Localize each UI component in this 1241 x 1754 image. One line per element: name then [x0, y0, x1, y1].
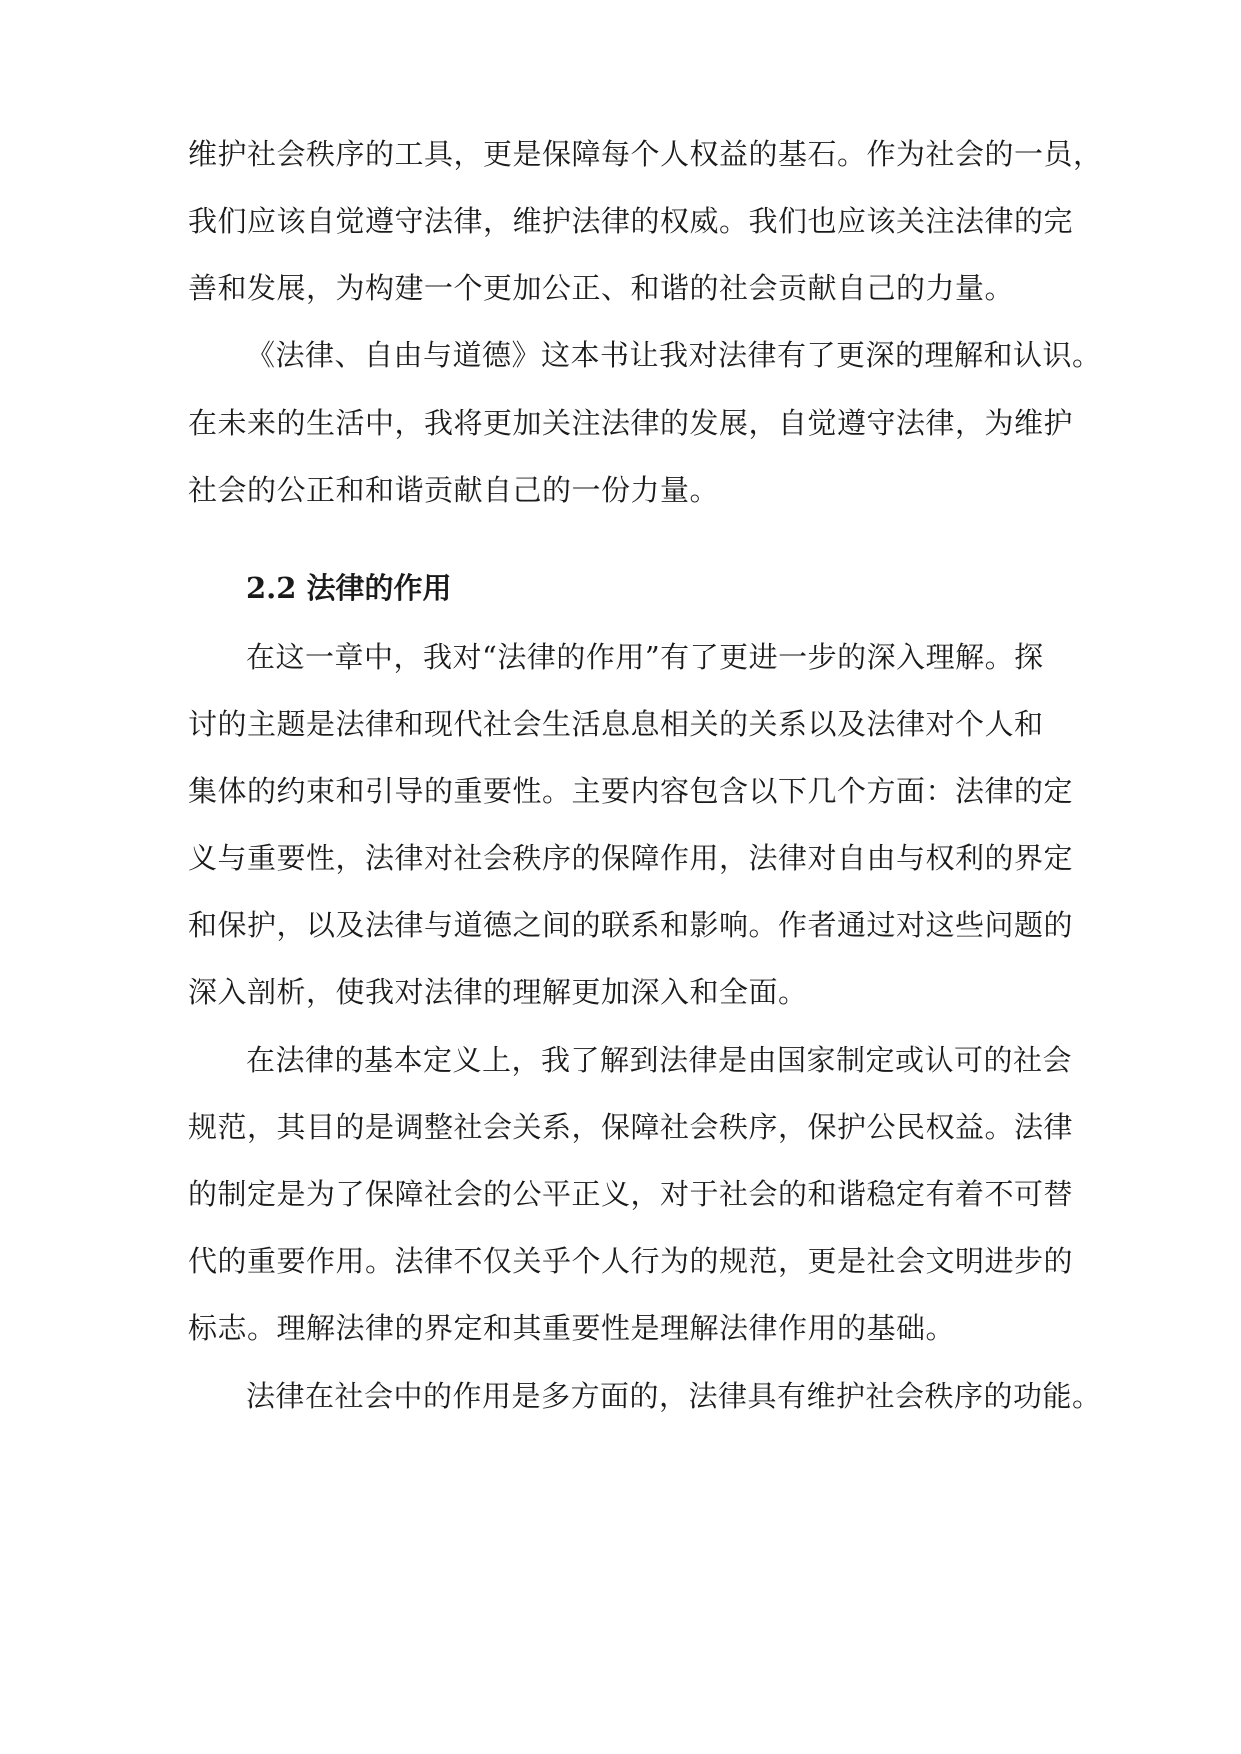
paragraph-line: 我们应该自觉遵守法律，维护法律的权威。我们也应该关注法律的完 — [188, 204, 1074, 238]
paragraph-line: 在这一章中，我对“法律的作用”有了更进一步的深入理解。探 — [246, 640, 1044, 674]
paragraph-line: 标志。理解法律的界定和其重要性是理解法律作用的基础。 — [188, 1311, 956, 1345]
paragraph-line: 善和发展，为构建一个更加公正、和谐的社会贡献自己的力量。 — [188, 271, 1015, 305]
paragraph-line: 深入剖析，使我对法律的理解更加深入和全面。 — [188, 975, 808, 1009]
paragraph-line: 法律在社会中的作用是多方面的，法律具有维护社会秩序的功能。 — [246, 1379, 1102, 1413]
paragraph-line: 和保护，以及法律与道德之间的联系和影响。作者通过对这些问题的 — [188, 908, 1074, 942]
section-heading: 2.2 法律的作用 — [246, 571, 452, 605]
paragraph-line: 代的重要作用。法律不仅关乎个人行为的规范，更是社会文明进步的 — [188, 1244, 1074, 1278]
paragraph-line: 在未来的生活中，我将更加关注法律的发展，自觉遵守法律，为维护 — [188, 406, 1074, 440]
paragraph-line: 集体的约束和引导的重要性。主要内容包含以下几个方面：法律的定 — [188, 774, 1074, 808]
paragraph-line: 讨的主题是法律和现代社会生活息息相关的关系以及法律对个人和 — [188, 707, 1044, 741]
paragraph-line: 《法律、自由与道德》这本书让我对法律有了更深的理解和认识。 — [246, 338, 1102, 372]
paragraph-line: 义与重要性，法律对社会秩序的保障作用，法律对自由与权利的界定 — [188, 841, 1074, 875]
paragraph-line: 规范，其目的是调整社会关系，保障社会秩序，保护公民权益。法律 — [188, 1110, 1074, 1144]
paragraph-line: 的制定是为了保障社会的公平正义，对于社会的和谐稳定有着不可替 — [188, 1177, 1074, 1211]
paragraph-line: 在法律的基本定义上，我了解到法律是由国家制定或认可的社会 — [246, 1043, 1073, 1077]
paragraph-line: 社会的公正和和谐贡献自己的一份力量。 — [188, 473, 720, 507]
paragraph-line: 维护社会秩序的工具，更是保障每个人权益的基石。作为社会的一员， — [188, 137, 1103, 171]
